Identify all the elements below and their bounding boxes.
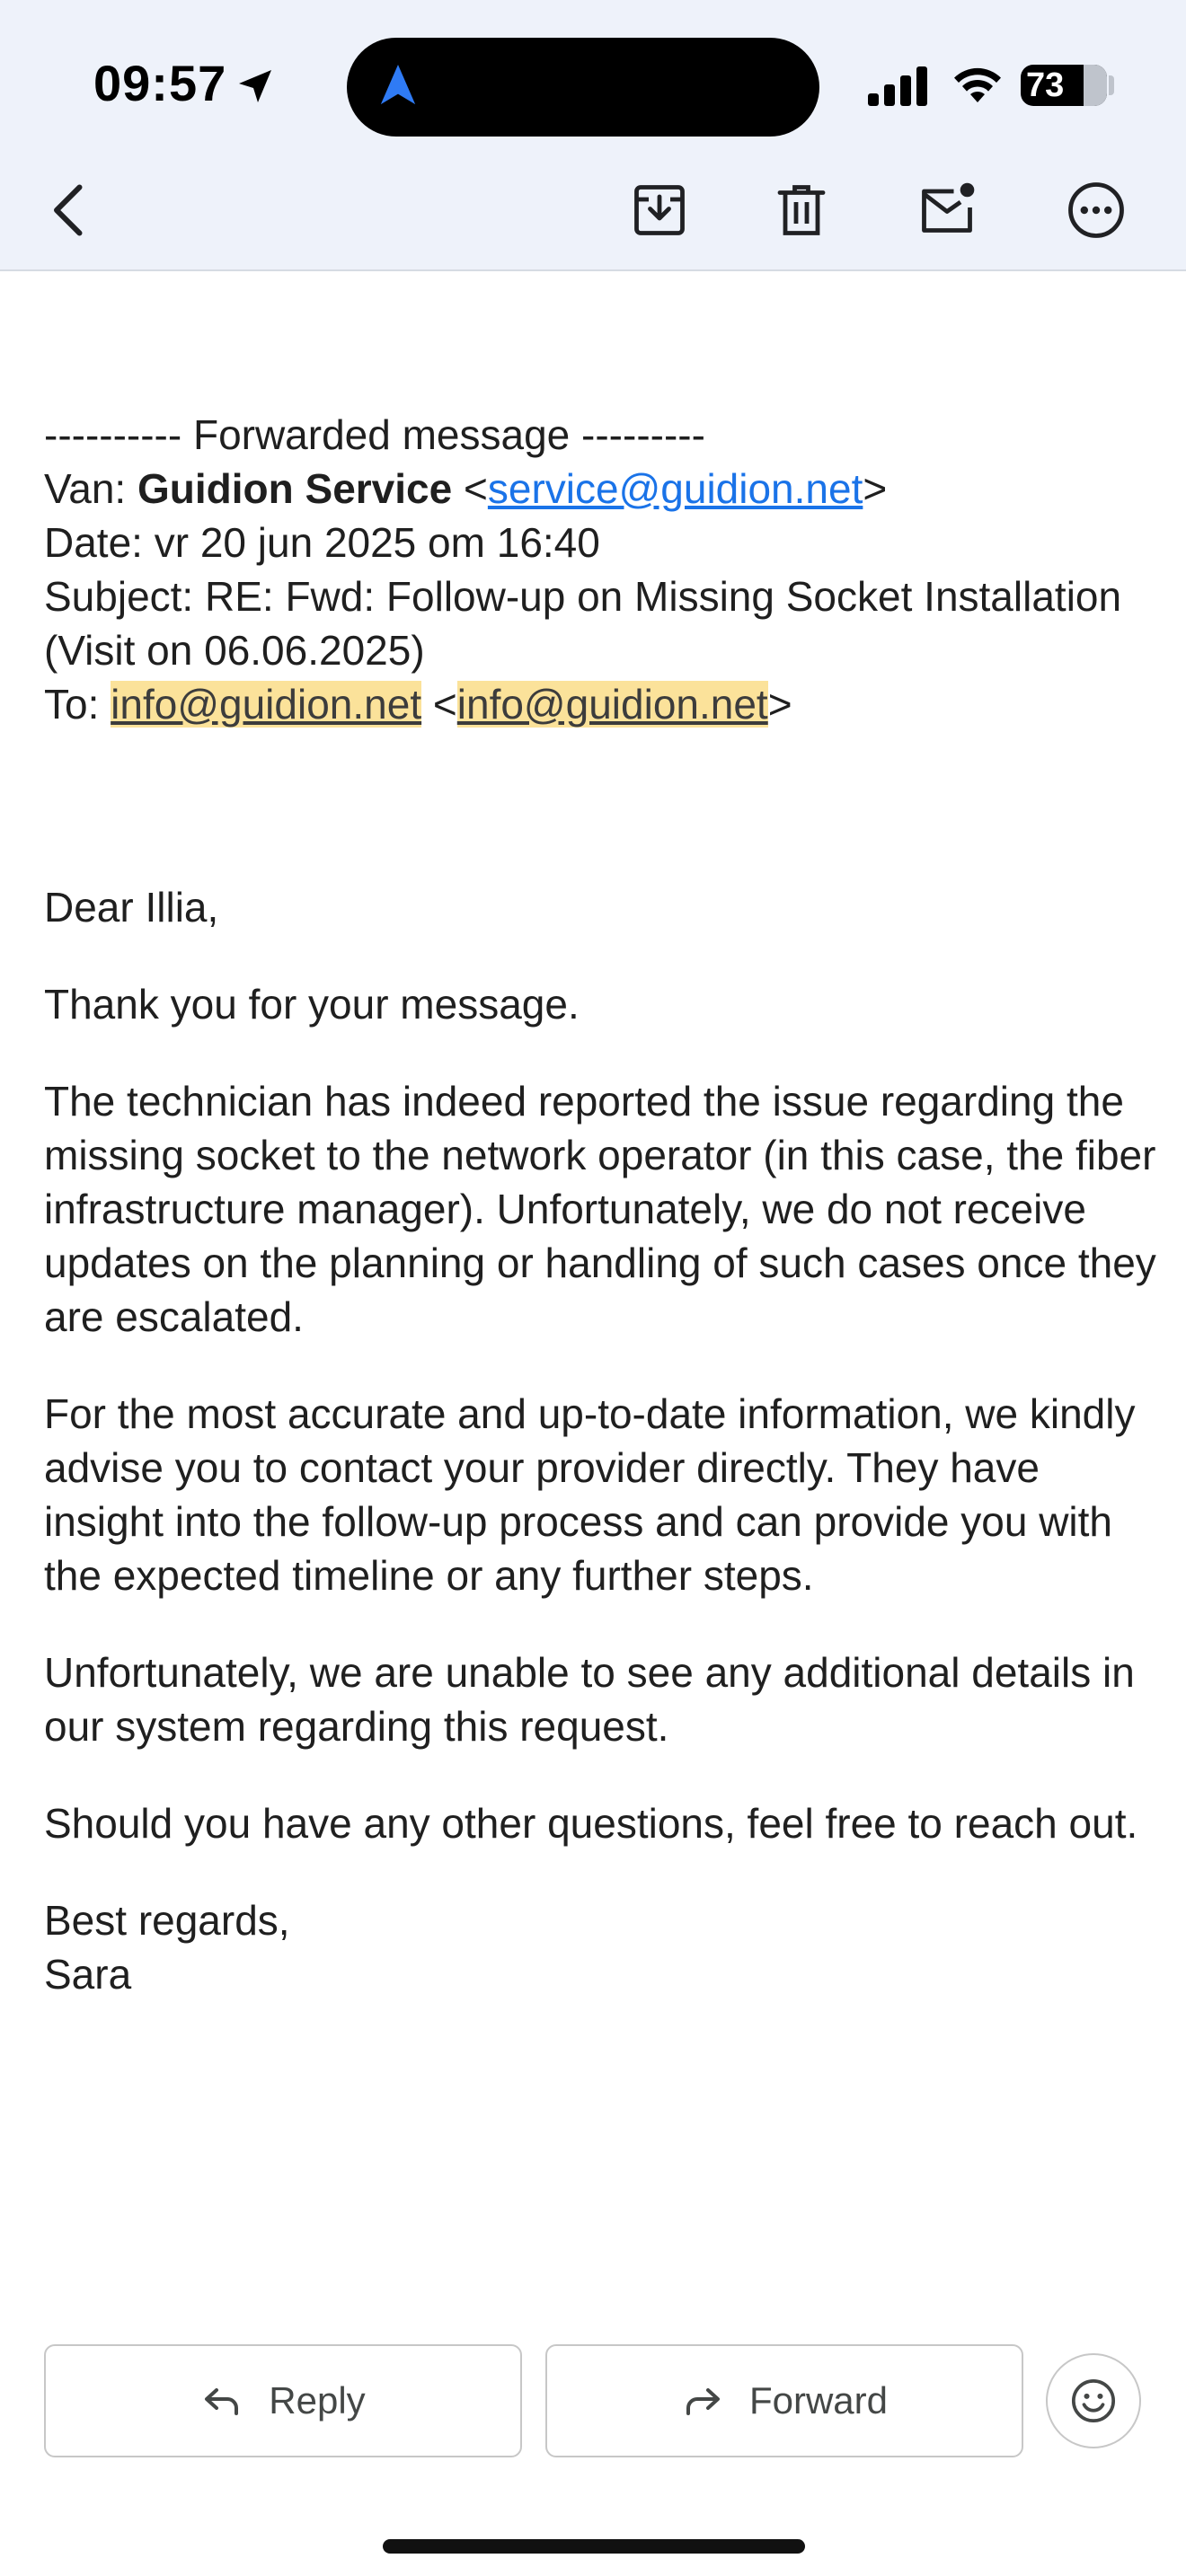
email-body (44, 408, 1158, 2001)
to-line: To: info@guidion.net <info@guidion.net> (44, 681, 792, 728)
from-email-link[interactable]: service@guidion.net (487, 465, 863, 512)
emoji-reaction-button[interactable] (1046, 2353, 1141, 2448)
battery-level: 73 (1026, 66, 1065, 104)
from-line: Van: Guidion Service <service@guidion.net> (44, 465, 888, 512)
greeting: Dear Illia, (44, 884, 219, 931)
to-email-link-2[interactable]: info@guidion.net (456, 681, 768, 728)
signal-icon (868, 66, 931, 106)
forwarded-title: ---------- Forwarded message --------- (44, 411, 705, 458)
forward-label: Forward (748, 2379, 889, 2422)
battery-icon (1021, 65, 1107, 106)
archive-icon[interactable] (627, 178, 692, 243)
reply-icon (200, 2379, 243, 2422)
signoff: Best regards, (44, 1897, 290, 1944)
forwarded-header (44, 408, 1158, 731)
to-label: To: (44, 681, 111, 728)
more-icon[interactable] (1064, 178, 1128, 243)
forward-button[interactable] (545, 2344, 1023, 2457)
navigation-arrow-icon (377, 63, 419, 108)
reply-label: Reply (269, 2379, 366, 2422)
from-label: Van: (44, 465, 137, 512)
delete-icon[interactable] (769, 178, 834, 243)
top-bar (0, 0, 1186, 271)
paragraph: Unfortunately, we are unable to see any additional details in our system regarding this request. (44, 1649, 1135, 1750)
from-name: Guidion Service (137, 465, 453, 512)
emoji-icon (1068, 2376, 1119, 2426)
status-time: 09:57 (93, 55, 227, 111)
mark-unread-icon[interactable] (915, 178, 979, 243)
paragraph: Should you have any other questions, feel free to reach out. (44, 1800, 1138, 1847)
home-indicator[interactable] (383, 2539, 805, 2554)
reply-button[interactable] (44, 2344, 522, 2457)
date-line: Date: vr 20 jun 2025 om 16:40 (44, 519, 600, 566)
battery-cap (1109, 75, 1114, 95)
location-arrow-icon (234, 65, 277, 108)
paragraph: The technician has indeed reported the issue regarding the missing socket to the network operator (in this case, the fiber infrastructure manager). Unfortunately, we do not receive updates on the planning or handling of such cases once they are escalated. (44, 1078, 1156, 1340)
to-email-link[interactable]: info@guidion.net (111, 681, 422, 728)
back-icon[interactable] (38, 178, 102, 243)
paragraph: For the most accurate and up-to-date information, we kindly advise you to contact your provider directly. They have insight into the follow-up process and can provide you with the expected timeline or any further steps. (44, 1390, 1136, 1599)
forward-icon (681, 2379, 724, 2422)
paragraph: Thank you for your message. (44, 981, 580, 1028)
signature: Sara (44, 1951, 132, 1998)
subject-line: Subject: RE: Fwd: Follow-up on Missing Socket Installation (Visit on 06.06.2025) (44, 573, 1122, 674)
wifi-icon (951, 63, 1005, 106)
